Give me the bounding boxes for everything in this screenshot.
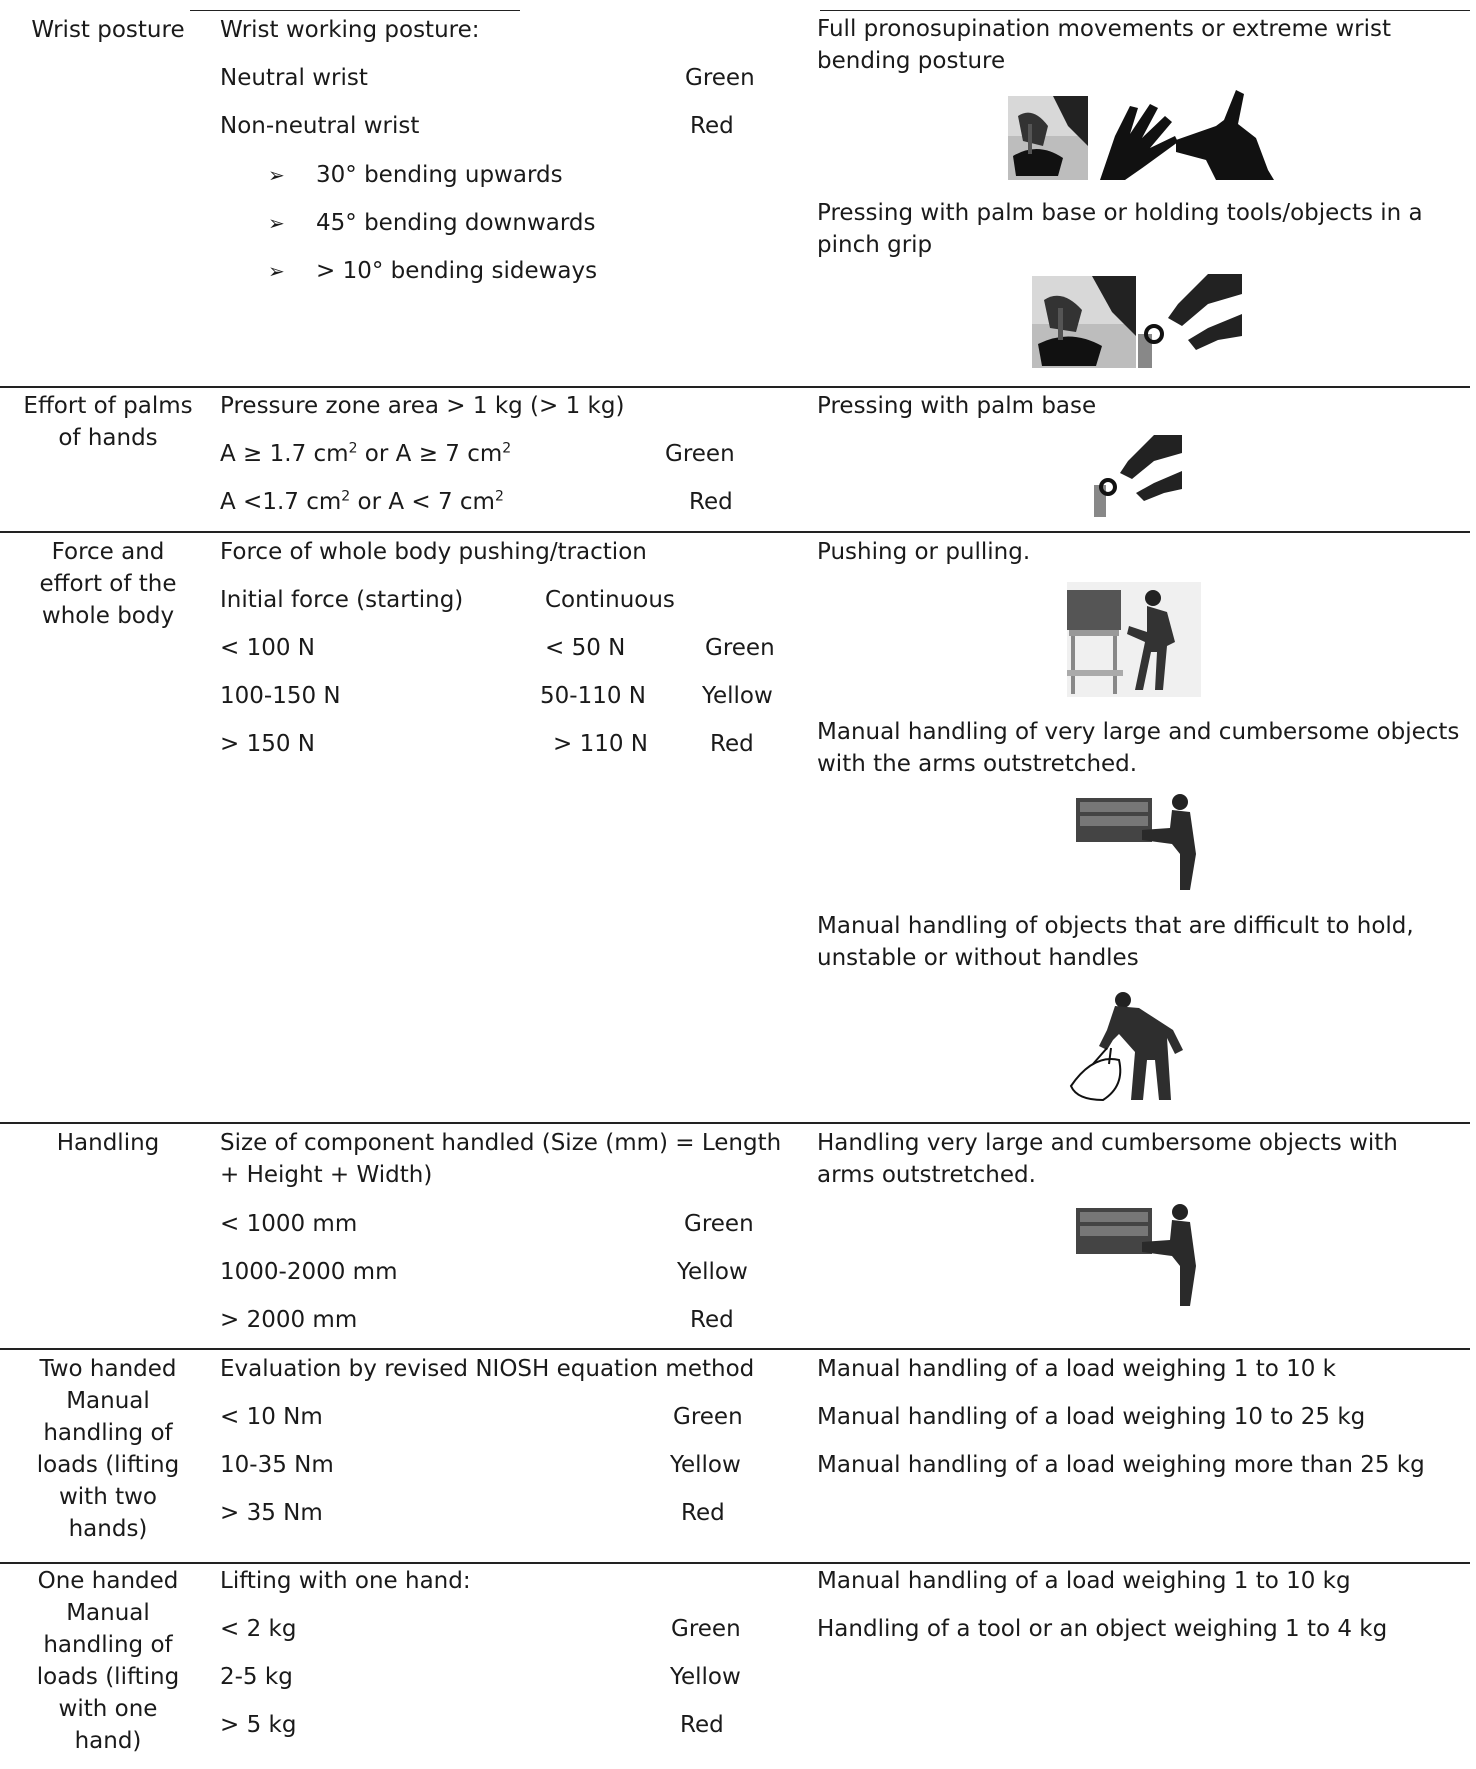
criterion-item: < 100 N — [220, 635, 315, 661]
hand-tool-photo — [1032, 276, 1136, 368]
level-red: Red — [689, 489, 733, 515]
risk-factor-label: One handed Manual handling of loads (lifting with one hand) — [36, 1568, 180, 1754]
row-divider — [0, 1348, 1470, 1350]
pushing-cart-photo — [1067, 582, 1201, 697]
risk-factor-label: Force and effort of the whole body — [39, 539, 177, 629]
criterion-item: 2-5 kg — [220, 1664, 293, 1690]
criterion-item: < 50 N — [545, 635, 626, 661]
criterion-heading: Pressure zone area > 1 kg (> 1 kg) — [220, 393, 625, 419]
criterion-heading: Wrist working posture: — [220, 17, 480, 43]
criterion-item: > 110 N — [553, 731, 648, 757]
example-text: Manual handling of a load weighing more than 25 kg — [817, 1452, 1425, 1478]
level-red: Red — [690, 1307, 734, 1333]
example-text: Pressing with palm base or holding tools/objects in a pinch grip — [817, 200, 1423, 258]
example-text: Handling very large and cumbersome objects with arms outstretched. — [817, 1130, 1398, 1188]
lifting-bag-photo — [1063, 990, 1199, 1104]
level-red: Red — [710, 731, 754, 757]
hand-gesture-photo — [1176, 90, 1274, 180]
level-green: Green — [705, 635, 775, 661]
level-green: Green — [673, 1404, 743, 1430]
criterion-item: > 2000 mm — [220, 1307, 358, 1333]
level-yellow: Yellow — [702, 683, 773, 709]
bullet-item: > 10° bending sideways — [316, 258, 598, 284]
criterion-item: Non-neutral wrist — [220, 113, 420, 139]
criterion-heading: Force of whole body pushing/traction — [220, 539, 647, 565]
criterion-heading: Evaluation by revised NIOSH equation method — [220, 1356, 755, 1382]
level-green: Green — [684, 1211, 754, 1237]
arrow-bullet-icon: ➢ — [268, 211, 285, 235]
carrying-box-photo — [1072, 1204, 1200, 1308]
hand-tool-photo — [1008, 96, 1088, 180]
example-text: Manual handling of a load weighing 1 to 10 k — [817, 1356, 1337, 1382]
risk-factor-label: Wrist posture — [31, 17, 185, 43]
criterion-item: < 1000 mm — [220, 1211, 358, 1237]
arrow-bullet-icon: ➢ — [268, 163, 285, 187]
column-header: Initial force (starting) — [220, 587, 464, 613]
criterion-heading: Size of component handled (Size (mm) = Length + Height + Width) — [220, 1130, 782, 1188]
criterion-item: 100-150 N — [220, 683, 341, 709]
arrow-bullet-icon: ➢ — [268, 259, 285, 283]
risk-factor-label: Effort of palms of hands — [23, 393, 193, 451]
row-divider — [0, 1122, 1470, 1124]
criterion-item: 1000-2000 mm — [220, 1259, 398, 1285]
pinch-grip-photo — [1094, 435, 1182, 517]
criterion-item: > 150 N — [220, 731, 315, 757]
criterion-item: Neutral wrist — [220, 65, 368, 91]
level-red: Red — [690, 113, 734, 139]
criterion-item: A <1.7 $cm^2$ or A < 7 $cm^2$ — [220, 488, 504, 515]
row-divider — [0, 1562, 1470, 1564]
criterion-item: A ≥ 1.7 $cm^2$ or A ≥ 7 $cm^2$ — [220, 440, 512, 467]
criterion-item: < 10 Nm — [220, 1404, 323, 1430]
example-text: Manual handling of very large and cumbersome objects with the arms outstretched. — [817, 719, 1460, 777]
criterion-item: > 5 kg — [220, 1712, 297, 1738]
hand-gesture-photo — [1090, 96, 1180, 180]
carrying-box-photo — [1072, 794, 1200, 892]
criterion-item: 10-35 Nm — [220, 1452, 334, 1478]
rule-top — [190, 10, 520, 11]
row-divider — [0, 386, 1470, 388]
example-text: Manual handling of a load weighing 10 to 25 kg — [817, 1404, 1366, 1430]
example-text: Handling of a tool or an object weighing 1 to 4 kg — [817, 1616, 1388, 1642]
column-header: Continuous — [545, 587, 675, 613]
example-text: Pressing with palm base — [817, 393, 1097, 419]
example-text: Manual handling of a load weighing 1 to 10 kg — [817, 1568, 1351, 1594]
risk-factor-label: Handling — [56, 1130, 160, 1156]
criterion-item: < 2 kg — [220, 1616, 297, 1642]
level-red: Red — [680, 1712, 724, 1738]
row-divider — [0, 531, 1470, 533]
level-green: Green — [671, 1616, 741, 1642]
pinch-grip-photo — [1138, 274, 1242, 368]
example-text: Manual handling of objects that are difficult to hold, unstable or without handles — [817, 913, 1414, 971]
criterion-item: > 35 Nm — [220, 1500, 323, 1526]
level-yellow: Yellow — [677, 1259, 748, 1285]
level-red: Red — [681, 1500, 725, 1526]
level-green: Green — [665, 441, 735, 467]
example-text: Pushing or pulling. — [817, 539, 1031, 565]
level-yellow: Yellow — [670, 1452, 741, 1478]
level-yellow: Yellow — [670, 1664, 741, 1690]
criterion-heading: Lifting with one hand: — [220, 1568, 471, 1594]
risk-factor-label: Two handed Manual handling of loads (lifting with two hands) — [36, 1356, 180, 1542]
bullet-item: 30° bending upwards — [316, 162, 563, 188]
level-green: Green — [685, 65, 755, 91]
rule-top-right — [820, 10, 1470, 11]
bullet-item: 45° bending downwards — [316, 210, 596, 236]
example-text: Full pronosupination movements or extreme wrist bending posture — [817, 16, 1392, 74]
criterion-item: 50-110 N — [540, 683, 646, 709]
